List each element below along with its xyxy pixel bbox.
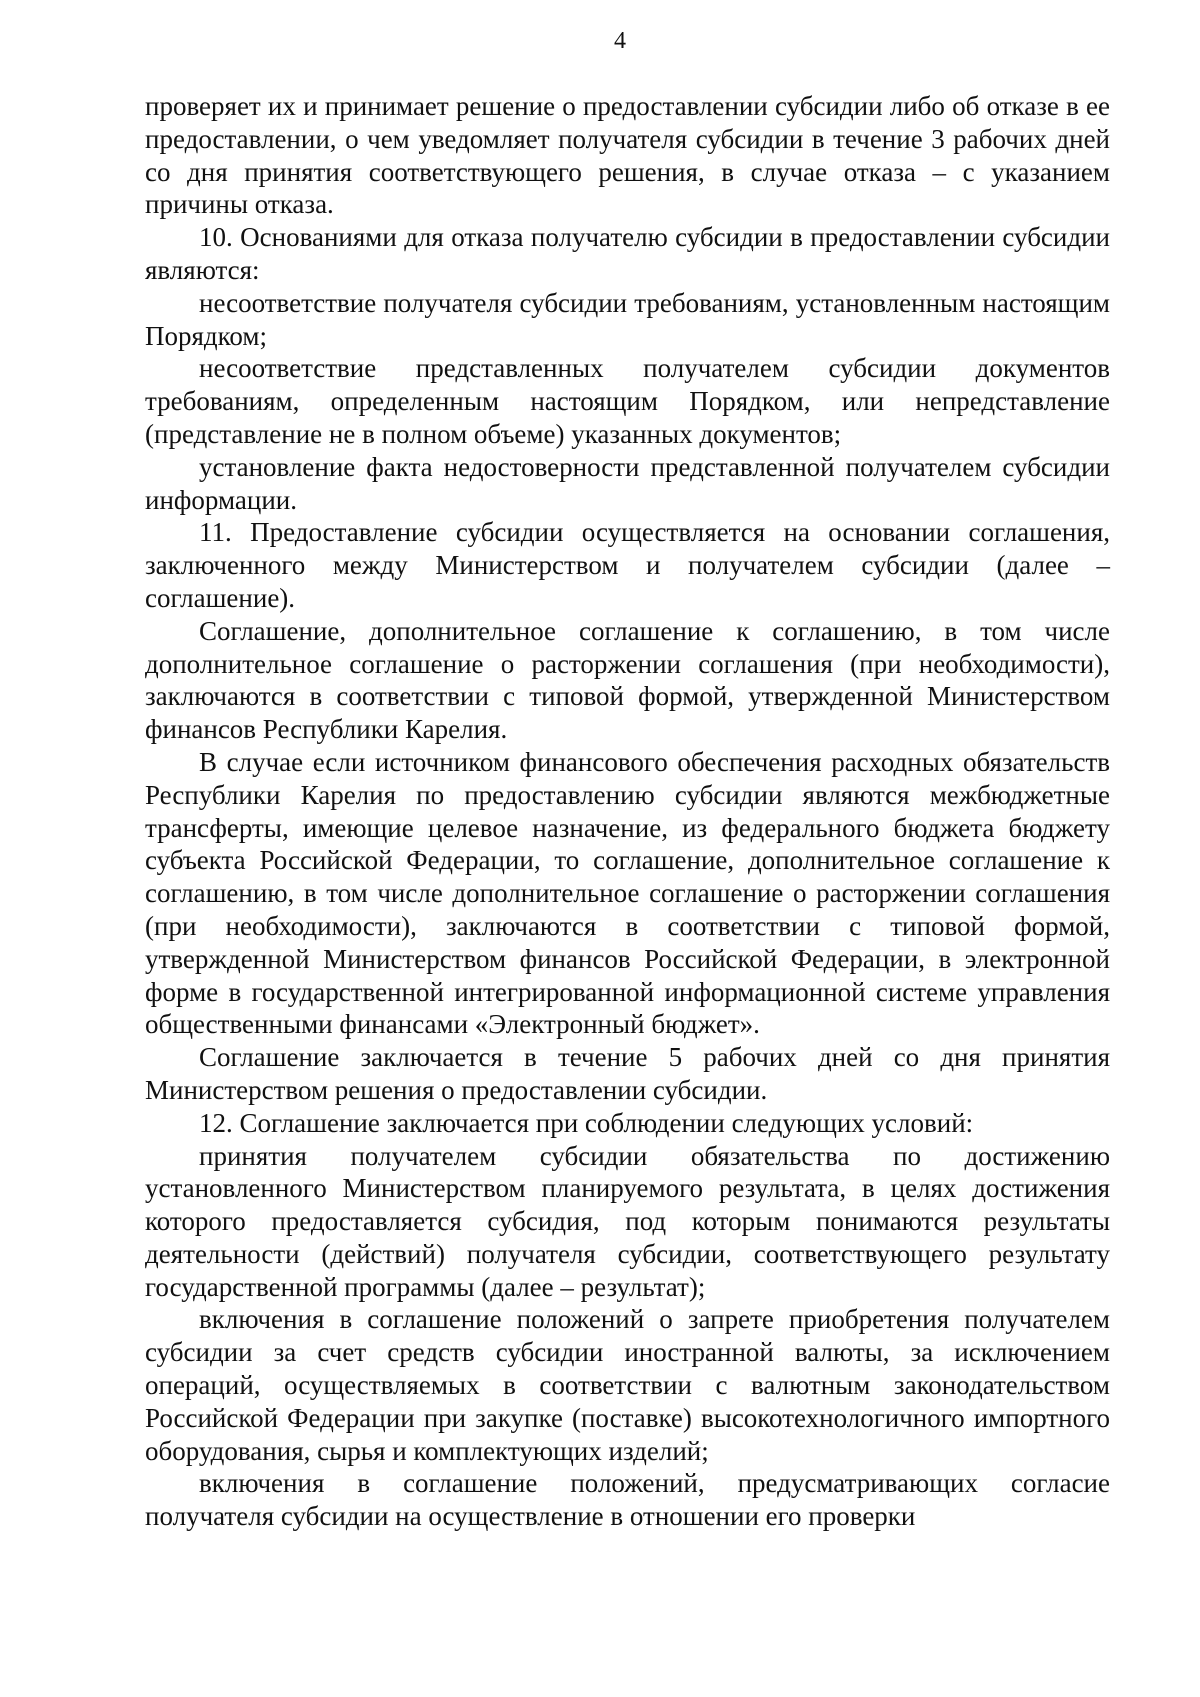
paragraph-federal-transfers: В случае если источником финансового обеспечения расходных обязательств Республики Карелия по предоставлению субсидии являются межбюджетные трансферты, имеющие целевое назначение, из федерального бюджета бюджету субъекта Российской Федерации, то соглашение, дополнительное соглашение к соглашению, в том числе дополнительное соглашение о расторжении соглашения (при необходимости), заключаются в соответствии с типовой формой, утвержденной Министерством финансов Российской Федерации, в электронной форме в государственной интегрированной информационной системе управления общественными финансами «Электронный бюджет». <box>145 746 1110 1040</box>
paragraph-agreement-form: Соглашение, дополнительное соглашение к соглашению, в том числе дополнительное соглашение о расторжении соглашения (при необходимости), заключаются в соответствии с типовой формой, утвержденной Министерством финансов Республики Карелия. <box>145 615 1110 745</box>
paragraph-refusal-ground-3: установление факта недостоверности представленной получателем субсидии информации. <box>145 451 1110 515</box>
paragraph-condition-result: принятия получателем субсидии обязательства по достижению установленного Министерством планируемого результата, в целях достижения которого предоставляется субсидия, под которым понимаются результаты деятельности (действий) получателя субсидии, соответствующего результату государственной программы (далее – результат); <box>145 1140 1110 1302</box>
paragraph-refusal-ground-2: несоответствие представленных получателем субсидии документов требованиям, определенным настоящим Порядком, или непредставление (представление не в полном объеме) указанных документов; <box>145 353 1110 449</box>
paragraph-clause-11: 11. Предоставление субсидии осуществляется на основании соглашения, заключенного между Министерством и получателем субсидии (далее – соглашение). <box>145 517 1110 613</box>
paragraph-clause-10: 10. Основаниями для отказа получателю субсидии в предоставлении субсидии являются: <box>145 222 1110 285</box>
page-number: 4 <box>614 28 626 54</box>
paragraph-condition-inspection: включения в соглашение положений, предусматривающих согласие получателя субсидии на осуществление в отношении его проверки <box>145 1468 1110 1532</box>
paragraph-clause-12: 12. Соглашение заключается при соблюдении следующих условий: <box>199 1107 974 1138</box>
paragraph-condition-currency: включения в соглашение положений о запрете приобретения получателем субсидии за счет средств субсидии иностранной валюты, за исключением операций, осуществляемых в соответствии с валютным законодательством Российской Федерации при закупке (поставке) высокотехнологичного импортного оборудования, сырья и комплектующих изделий; <box>145 1304 1110 1466</box>
document-body <box>145 90 1110 1533</box>
paragraph-continuation: проверяет их и принимает решение о предоставлении субсидии либо об отказе в ее предоставлении, о чем уведомляет получателя субсидии в течение 3 рабочих дней со дня принятия соответствующего решения, в случае отказа – с указанием причины отказа. <box>145 91 1110 220</box>
paragraph-refusal-ground-1: несоответствие получателя субсидии требованиям, установленным настоящим Порядком; <box>145 287 1110 351</box>
paragraph-agreement-term: Соглашение заключается в течение 5 рабочих дней со дня принятия Министерством решения о предоставлении субсидии. <box>145 1042 1110 1105</box>
